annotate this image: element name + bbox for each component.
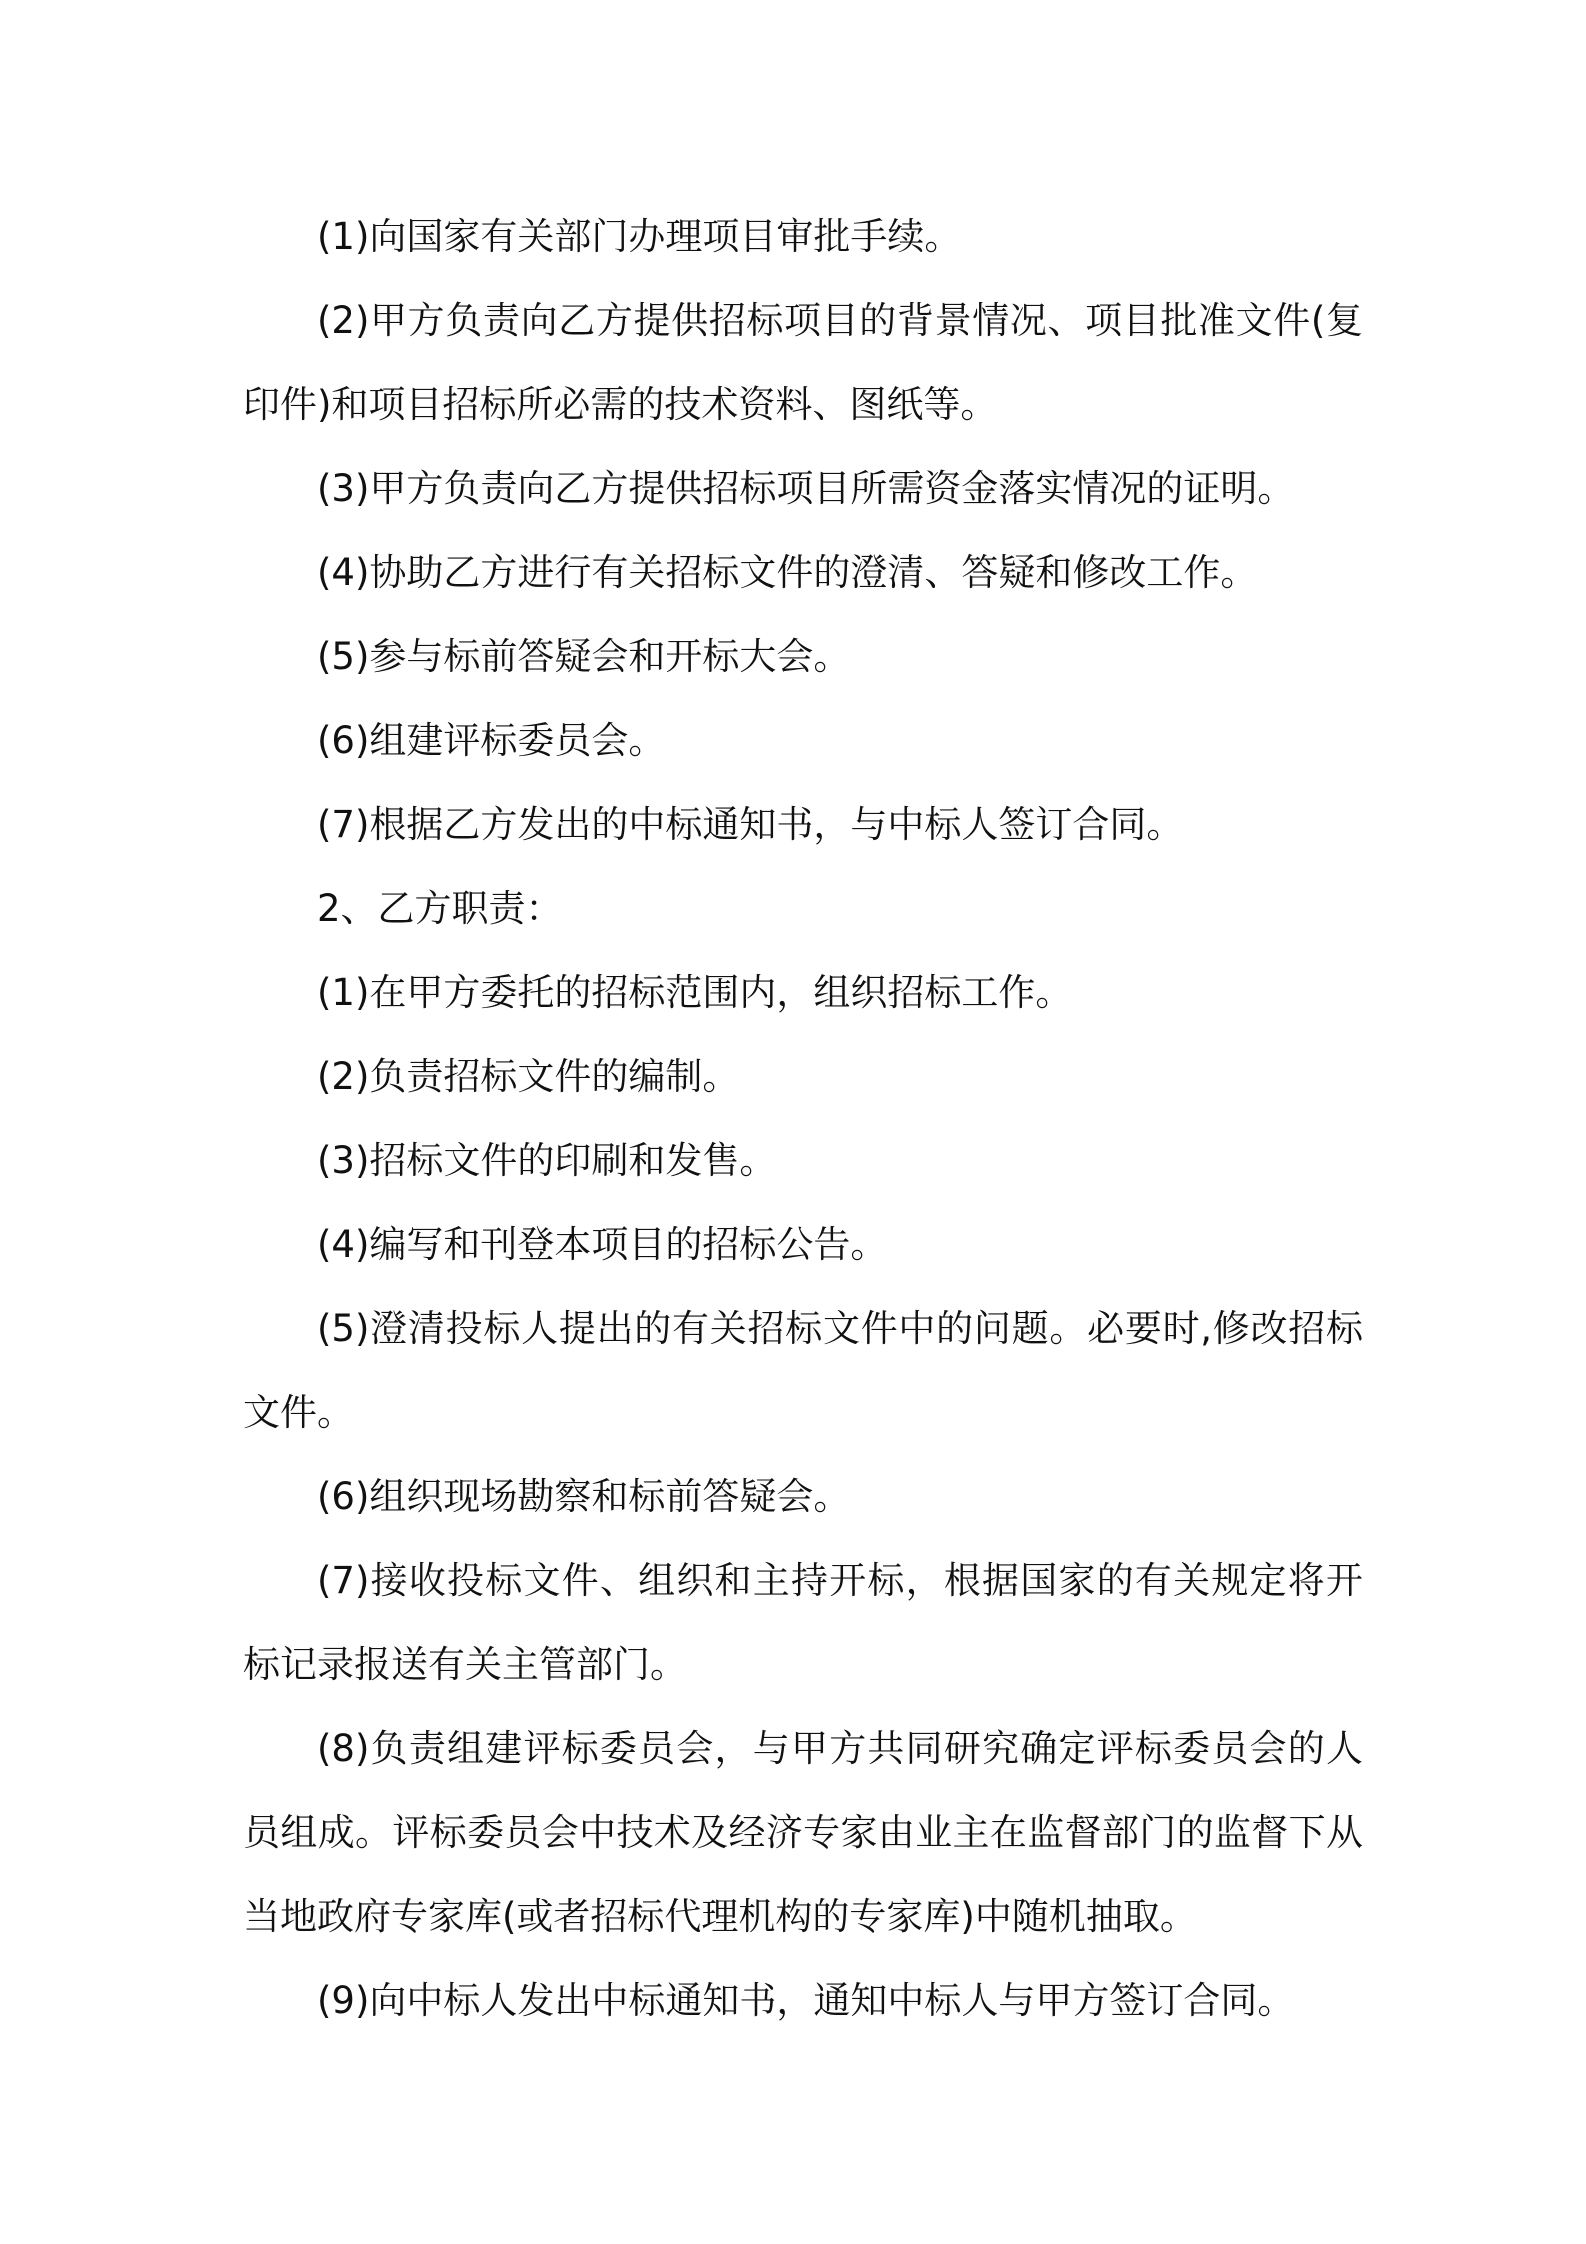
paragraph-party-b-duty-3: (3)招标文件的印刷和发售。 bbox=[317, 1139, 777, 1182]
section-heading-party-b-duties: 2、乙方职责： bbox=[317, 887, 563, 930]
paragraph-party-b-duty-7: (7)接收投标文件、组织和主持开标，根据国家的有关规定将开标记录报送有关主管部门。 bbox=[243, 1559, 1363, 1686]
paragraph-party-b-duty-2: (2)负责招标文件的编制。 bbox=[317, 1055, 740, 1098]
document-body bbox=[243, 195, 1363, 2043]
paragraph-party-b-duty-8: (8)负责组建评标委员会，与甲方共同研究确定评标委员会的人员组成。评标委员会中技术及经济专家由业主在监督部门的监督下从当地政府专家库(或者招标代理机构的专家库)中随机抽取。 bbox=[243, 1727, 1363, 1938]
paragraph-party-a-duty-7: (7)根据乙方发出的中标通知书，与中标人签订合同。 bbox=[317, 803, 1184, 846]
paragraph-party-b-duty-6: (6)组织现场勘察和标前答疑会。 bbox=[317, 1475, 851, 1518]
paragraph-party-a-duty-1: (1)向国家有关部门办理项目审批手续。 bbox=[317, 215, 962, 258]
paragraph-party-b-duty-5: (5)澄清投标人提出的有关招标文件中的问题。必要时,修改招标文件。 bbox=[243, 1307, 1363, 1434]
paragraph-party-b-duty-9: (9)向中标人发出中标通知书，通知中标人与甲方签订合同。 bbox=[317, 1979, 1295, 2022]
paragraph-party-a-duty-5: (5)参与标前答疑会和开标大会。 bbox=[317, 635, 851, 678]
paragraph-party-b-duty-4: (4)编写和刊登本项目的招标公告。 bbox=[317, 1223, 888, 1266]
paragraph-party-b-duty-1: (1)在甲方委托的招标范围内，组织招标工作。 bbox=[317, 971, 1073, 1014]
paragraph-party-a-duty-4: (4)协助乙方进行有关招标文件的澄清、答疑和修改工作。 bbox=[317, 551, 1258, 594]
paragraph-party-a-duty-2: (2)甲方负责向乙方提供招标项目的背景情况、项目批准文件(复印件)和项目招标所必需的技术资料、图纸等。 bbox=[243, 299, 1363, 426]
paragraph-party-a-duty-6: (6)组建评标委员会。 bbox=[317, 719, 666, 762]
paragraph-party-a-duty-3: (3)甲方负责向乙方提供招标项目所需资金落实情况的证明。 bbox=[317, 467, 1295, 510]
